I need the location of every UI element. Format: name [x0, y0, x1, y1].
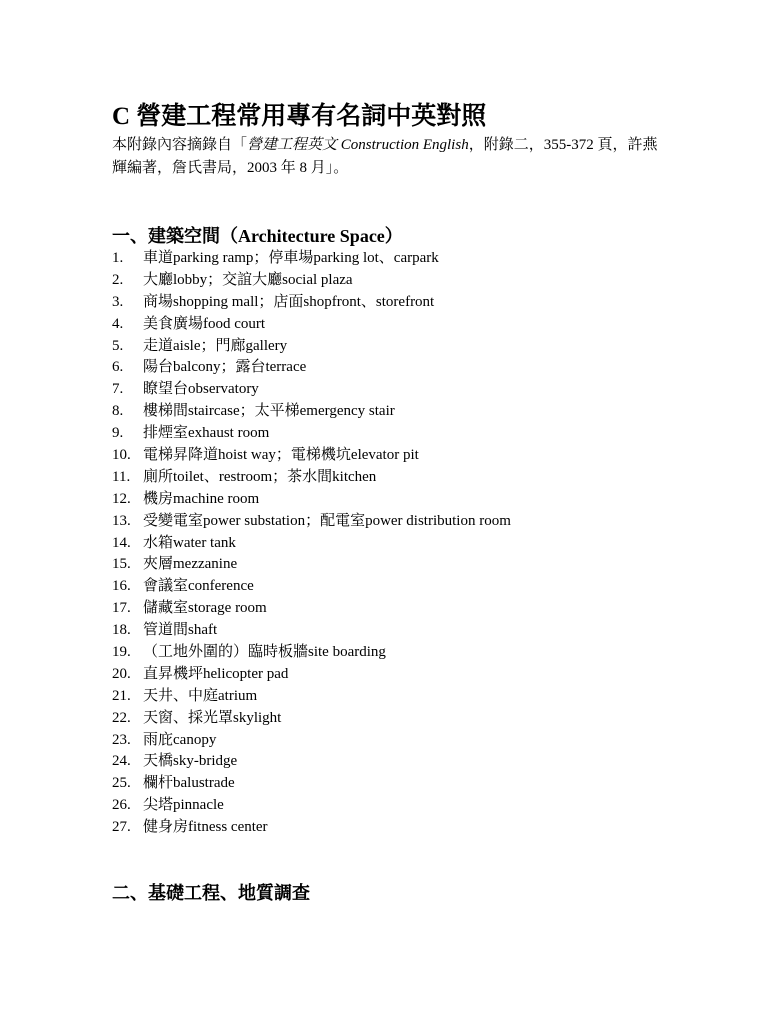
list-item-number: 17.: [112, 600, 131, 617]
list-item-text: 雨庇canopy: [143, 731, 217, 748]
list-item-text: 樓梯間staircase；太平梯emergency stair: [143, 403, 395, 420]
list-item-number: 11.: [112, 468, 131, 485]
list-item: [112, 817, 672, 839]
list-item-number: 13.: [112, 512, 131, 529]
intro-prefix: 本附錄內容摘錄自「: [112, 137, 248, 153]
list-item-number: 23.: [112, 731, 131, 748]
list-item: [112, 576, 672, 598]
list-item-number: 7.: [112, 381, 124, 398]
list-item-number: 1.: [112, 250, 124, 266]
list-item-text: 商場shopping mall；店面shopfront、storefront: [143, 293, 435, 310]
intro-book-title: 營建工程英文 Construction English: [247, 137, 469, 153]
list-item-text: 瞭望台observatory: [143, 381, 259, 398]
list-item-number: 18.: [112, 622, 131, 639]
list-item-text: 儲藏室storage room: [143, 600, 267, 617]
document-title: C 營建工程常用專有名詞中英對照: [112, 103, 487, 130]
list-item-text: 水箱water tank: [143, 534, 236, 551]
list-item-text: 受變電室power substation；配電室power distribution room: [143, 512, 511, 529]
list-item: [112, 533, 672, 555]
list-item-number: 6.: [112, 359, 124, 376]
list-item: [112, 642, 672, 664]
list-item-text: 陽台balcony；露台terrace: [143, 359, 307, 376]
list-item-text: 管道間shaft: [143, 622, 218, 639]
list-item-text: 天井、中庭atrium: [143, 687, 258, 704]
list-item-text: 機房machine room: [143, 490, 260, 507]
list-item: [112, 598, 672, 620]
list-item: [112, 730, 672, 752]
list-item-number: 14.: [112, 534, 131, 551]
section-heading-architecture-space: 一、建築空間（Architecture Space）: [112, 226, 403, 246]
list-item-number: 16.: [112, 578, 131, 595]
list-item: [112, 467, 672, 489]
list-item: [112, 773, 672, 795]
list-item: [112, 751, 672, 773]
list-item: [112, 620, 672, 642]
list-item-number: 20.: [112, 665, 131, 682]
list-item-number: 5.: [112, 337, 124, 354]
list-item: [112, 357, 672, 379]
document-page: [112, 100, 672, 905]
list-item-text: 美食廣場food court: [143, 315, 266, 332]
list-item-number: 9.: [112, 425, 124, 442]
list-item-text: 廁所toilet、restroom；茶水間kitchen: [143, 468, 377, 485]
section-heading-foundation: 二、基礎工程、地質調查: [112, 883, 310, 904]
list-item: [112, 248, 672, 270]
list-item-text: 電梯昇降道hoist way；電梯機坑elevator pit: [143, 447, 419, 464]
list-item-number: 26.: [112, 797, 131, 814]
list-item-number: 3.: [112, 293, 124, 310]
list-item-text: 欄杆balustrade: [143, 775, 235, 792]
list-item-number: 12.: [112, 490, 131, 507]
list-item-number: 10.: [112, 447, 131, 464]
list-item-text: 健身房fitness center: [143, 819, 268, 836]
list-item-text: 天橋sky-bridge: [143, 753, 238, 770]
list-item: [112, 270, 672, 292]
list-item-text: 排煙室exhaust room: [143, 425, 270, 442]
intro-suffix: ，附錄二，355-372 頁，許燕輝編著，詹氏書局，2003 年 8 月」。: [112, 137, 658, 176]
list-item-text: 夾層mezzanine: [143, 556, 238, 573]
list-item-number: 15.: [112, 556, 131, 573]
list-item-number: 8.: [112, 403, 124, 420]
list-item-text: 天窗、採光罩skylight: [143, 709, 282, 726]
list-item: [112, 401, 672, 423]
list-item: [112, 292, 672, 314]
list-item-text: 大廳lobby；交誼大廳social plaza: [143, 271, 353, 288]
list-item-text: 直昇機坪helicopter pad: [143, 665, 289, 682]
list-item: [112, 445, 672, 467]
list-item-text: 走道aisle；門廊gallery: [143, 337, 288, 354]
list-item-number: 22.: [112, 709, 131, 726]
list-item: [112, 511, 672, 533]
list-item-number: 21.: [112, 687, 131, 704]
list-item: [112, 489, 672, 511]
list-item-number: 25.: [112, 775, 131, 792]
list-item: [112, 554, 672, 576]
intro-paragraph: [112, 134, 672, 180]
list-item: [112, 336, 672, 358]
list-item-number: 27.: [112, 819, 131, 836]
list-item: [112, 379, 672, 401]
list-item-text: 尖塔pinnacle: [143, 797, 224, 814]
term-list: [112, 248, 672, 839]
list-item-number: 4.: [112, 315, 124, 332]
list-item: [112, 423, 672, 445]
list-item: [112, 686, 672, 708]
list-item-number: 24.: [112, 753, 131, 770]
list-item: [112, 708, 672, 730]
list-item-text: （工地外圍的）臨時板牆site boarding: [143, 644, 386, 661]
list-item-number: 19.: [112, 644, 131, 661]
list-item: [112, 664, 672, 686]
list-item-text: 車道parking ramp；停車場parking lot、carpark: [143, 250, 439, 266]
list-item-text: 會議室conference: [143, 578, 254, 595]
list-item-number: 2.: [112, 271, 124, 288]
list-item: [112, 314, 672, 336]
list-item: [112, 795, 672, 817]
